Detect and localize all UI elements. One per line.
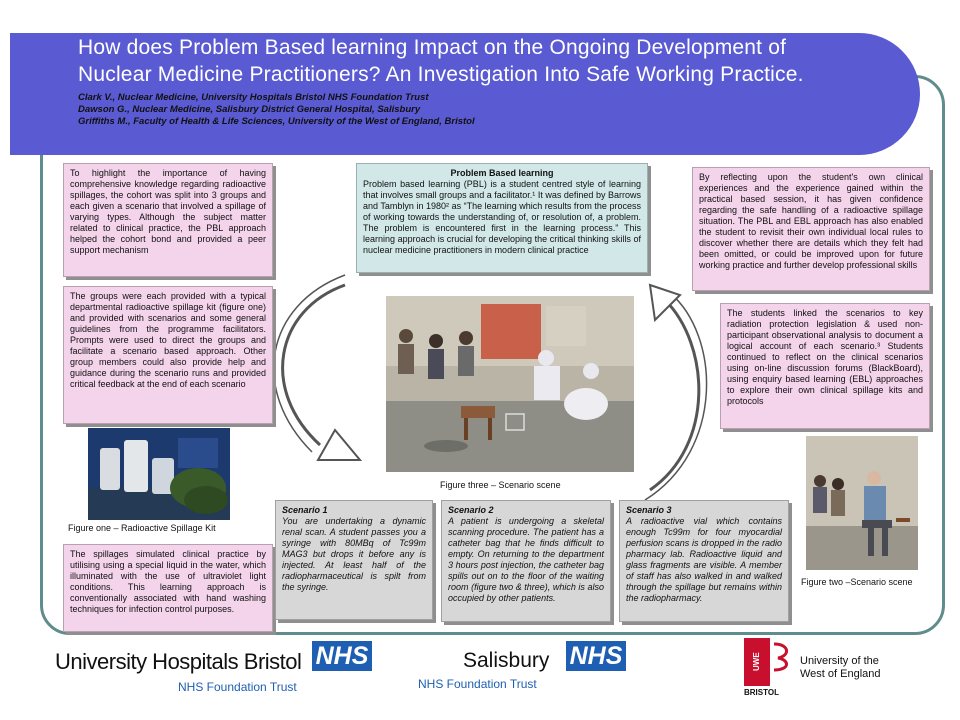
title-line-1: How does Problem Based learning Impact on the Ongoing Development of bbox=[78, 36, 787, 59]
poster-title bbox=[78, 34, 898, 88]
scenario-3-text: A radioactive vial which contains enough Tc99m for four myocardial perfusion scans is dropped in the radio pharmacy lab. Radioactive liquid and glass fragments are visible. A member of staff has also walked in and walked through the spillage but remains within the radiopharmacy. bbox=[626, 516, 782, 603]
uhb-logo-sub: NHS Foundation Trust bbox=[178, 680, 297, 694]
pbl-heading: Problem Based learning bbox=[450, 168, 554, 178]
salisbury-logo-name: Salisbury bbox=[463, 649, 550, 672]
salisbury-nhs-logo: NHS bbox=[566, 641, 626, 671]
scenario-scene-image bbox=[386, 296, 634, 472]
scenario-two-photo bbox=[806, 436, 918, 570]
scenario-3-heading: Scenario 3 bbox=[626, 505, 672, 515]
legislation-box: The students linked the scenarios to key radiation protection legislation & used non-participant observational analysis to document a logical account of each scenario.³ Students continued to reflect on the clinical scenarios using on-line discussion forums (BlackBoard), using enquiry based learning (EBL) approaches to explore their own clinical spillage kits and protocols bbox=[720, 303, 930, 429]
scenario-2-box bbox=[441, 500, 611, 622]
pbl-text: Problem based learning (PBL) is a student centred style of learning that involves small groups and a facilitator.¹ It was defined by Barrows and Tamblyn in 1980² as “The learning which results from the process of working towards the understanding of, or resolution of, a problem. The problem is encountered first in the learning process.” This learning approach is crucial for developing the critical thinking skills of nuclear medicine practitioners in modern clinical practice bbox=[363, 179, 641, 255]
figure-one-caption: Figure one – Radioactive Spillage Kit bbox=[68, 523, 216, 533]
author-list bbox=[78, 92, 778, 128]
uwe-swirl-icon bbox=[772, 640, 792, 674]
author-1: Clark V., Nuclear Medicine, University Hospitals Bristol NHS Foundation Trust bbox=[78, 92, 429, 103]
uwe-name-line-1: University of the bbox=[800, 655, 879, 667]
uwe-logo-name bbox=[800, 655, 881, 681]
scenario-1-text: You are undertaking a dynamic renal scan. A student passes you a syringe with 80MBq of Tc99m MAG3 but drops it before any is injected. At least half of the radiopharmaceutical is spilt from the syringe. bbox=[282, 516, 426, 592]
scenario-2-heading: Scenario 2 bbox=[448, 505, 494, 515]
scenario-1-heading: Scenario 1 bbox=[282, 505, 328, 515]
uwe-city: BRISTOL bbox=[744, 688, 779, 697]
scenario-scene-photo bbox=[386, 296, 634, 472]
author-3: Griffiths M., Faculty of Health & Life Sciences, University of the West of England, Bristol bbox=[78, 116, 475, 127]
uhb-logo-name: University Hospitals Bristol bbox=[55, 649, 302, 674]
uwe-logo-mark bbox=[744, 638, 770, 686]
spillage-kit-image bbox=[88, 428, 230, 520]
author-2: Dawson G., Nuclear Medicine, Salisbury District General Hospital, Salisbury bbox=[78, 104, 421, 115]
scenario-1-box bbox=[275, 500, 433, 620]
uwe-name-line-2: West of England bbox=[800, 668, 881, 680]
reflection-box: By reflecting upon the student's own clinical experiences and the experience gained within the practical based session, it has given confidence regarding the safe handling of a radioactive spillage situation. The PBL and EBL approach has also enabled the student to revisit their own individual local rules to discover whether there are details which they felt had been omitted, or could be improved upon for future working practice and further develop professional skills bbox=[692, 167, 930, 291]
intro-box: To highlight the importance of having comprehensive knowledge regarding radioactive spillages, the cohort was split into 3 groups and each given a scenario that involved a spillage of varying types. Although the subject matter related to clinical practice, the PBL approach helped the cohort bond and provided a peer support mechanism bbox=[63, 163, 273, 277]
curved-arrow-right bbox=[630, 275, 710, 505]
title-line-2: Nuclear Medicine Practitioners? An Investigation Into Safe Working Practice. bbox=[78, 63, 804, 86]
scenario-two-image bbox=[806, 436, 918, 570]
uv-liquid-box: The spillages simulated clinical practice by utilising using a special liquid in the water, which illuminated with the use of ultraviolet light conditions. This learning approach is conventionally associated with hand washing techniques for infection control purposes. bbox=[63, 544, 273, 632]
scenario-2-text: A patient is undergoing a skeletal scanning procedure. The patient has a catheter bag that he finds difficult to empty. On returning to the department 3 hours post injection, the catheter bag spills out on to the floor of the waiting room (figure two & three), which is also occupied by other patients. bbox=[448, 516, 604, 603]
figure-two-caption: Figure two –Scenario scene bbox=[801, 577, 913, 587]
uwe-mark-text: UWE bbox=[752, 652, 761, 672]
groups-box: The groups were each provided with a typical departmental radioactive spillage kit (figure one) and provided with scenarios and some general guidelines from the programme facilitators. Prompts were used to direct the groups and facilitate a scenario based approach. Other group members could also provide help and guidance during the scenario runs and provided critical feedback at the end of each scenario bbox=[63, 286, 273, 424]
spillage-kit-photo bbox=[88, 428, 230, 520]
figure-three-caption: Figure three – Scenario scene bbox=[440, 480, 561, 490]
pbl-box bbox=[356, 163, 648, 273]
salisbury-logo-sub: NHS Foundation Trust bbox=[418, 677, 537, 691]
scenario-3-box bbox=[619, 500, 789, 622]
uhb-nhs-logo: NHS bbox=[312, 641, 372, 671]
